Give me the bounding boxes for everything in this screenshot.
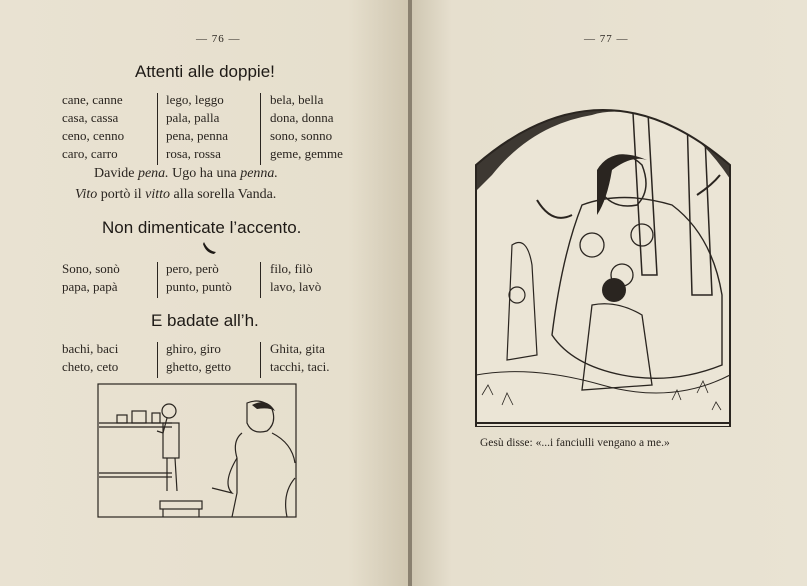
word-pair: rosa, rossa (166, 146, 221, 161)
word-pair: dona, donna (270, 110, 334, 125)
accent-column-1 (62, 260, 120, 296)
page-number-left: — 76 — (196, 33, 241, 45)
word-pair: casa, cassa (62, 110, 119, 125)
heading-accent: Non dimenticate l’accento. (102, 218, 302, 237)
word-pair: pala, palla (166, 110, 220, 125)
column-separator (157, 342, 158, 378)
accent-mark-icon (202, 241, 218, 255)
word-pair: caro, carro (62, 146, 118, 161)
sentence-italic: penna. (240, 166, 278, 181)
example-sentence-1 (94, 166, 278, 182)
sentence-text: Ugo ha una (168, 166, 241, 181)
word-pair: geme, gemme (270, 146, 343, 161)
h-column-2 (166, 340, 231, 376)
word-pair: papa, papà (62, 279, 118, 294)
heading-doubles: Attenti alle doppie! (135, 62, 275, 81)
sentence-italic: pena. (137, 166, 169, 181)
word-pair: ceno, cenno (62, 128, 125, 143)
word-pair: bela, bella (270, 92, 324, 107)
word-pair: sono, sonno (270, 128, 333, 143)
heading-h-letter: E badate all’h. (151, 311, 259, 330)
column-separator (260, 342, 261, 378)
word-pair: ghiro, giro (166, 341, 221, 356)
column-separator (157, 262, 158, 298)
kitchen-sketch-illustration (97, 383, 297, 518)
word-pair: tacchi, taci. (270, 359, 330, 374)
word-column-3 (270, 91, 343, 163)
sentence-italic: vitto (145, 187, 171, 202)
word-pair: filo, filò (270, 261, 313, 276)
word-pair: pena, penna (166, 128, 229, 143)
word-pair: bachi, baci (62, 341, 119, 356)
word-pair: Ghita, gita (270, 341, 325, 356)
word-pair: cane, canne (62, 92, 123, 107)
word-pair: punto, puntò (166, 279, 232, 294)
word-pair: Sono, sonò (62, 261, 120, 276)
right-page (412, 0, 807, 586)
accent-column-3 (270, 260, 321, 296)
word-pair: cheto, ceto (62, 359, 119, 374)
column-separator (157, 93, 158, 165)
sentence-text: alla sorella Vanda. (170, 187, 277, 202)
word-column-2 (166, 91, 228, 163)
word-pair: lego, leggo (166, 92, 224, 107)
example-sentence-2 (75, 187, 276, 203)
sentence-text: Davide (94, 166, 138, 181)
column-separator (260, 93, 261, 165)
word-pair: lavo, lavò (270, 279, 322, 294)
h-column-1 (62, 340, 118, 376)
sentence-text: portò il (97, 187, 146, 202)
accent-column-2 (166, 260, 232, 296)
word-pair: ghetto, getto (166, 359, 231, 374)
jesus-children-illustration (472, 75, 734, 427)
sentence-italic: Vito (75, 187, 98, 202)
column-separator (260, 262, 261, 298)
word-column-1 (62, 91, 124, 163)
page-number-right: — 77 — (584, 33, 629, 45)
h-column-3 (270, 340, 330, 376)
word-pair: pero, però (166, 261, 219, 276)
illustration-caption: Gesù disse: «...i fanciulli vengano a me.» (480, 437, 670, 449)
